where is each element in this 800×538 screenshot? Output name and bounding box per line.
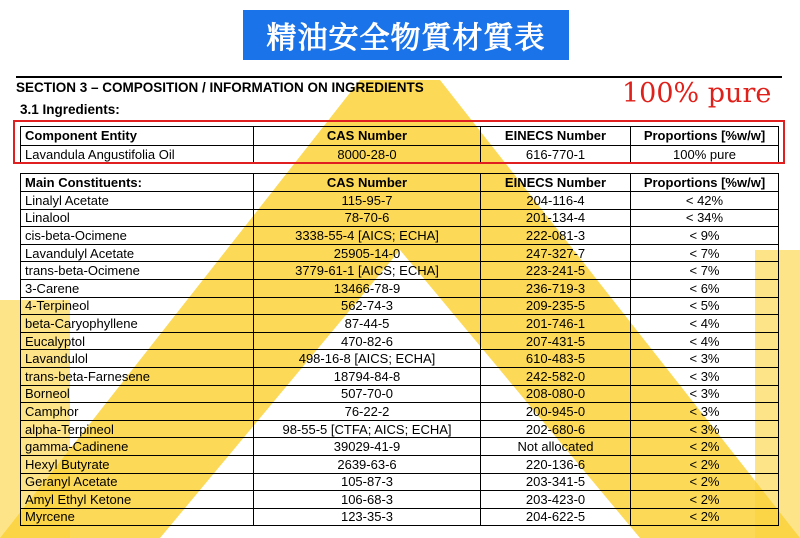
- cell-name: Linalyl Acetate: [21, 192, 254, 210]
- cell-proportion: < 4%: [631, 332, 779, 350]
- constituents-table: [20, 173, 779, 526]
- cell-name: 3-Carene: [21, 279, 254, 297]
- table-row: [21, 192, 779, 210]
- cell-proportion: < 5%: [631, 297, 779, 315]
- cell-name: Geranyl Acetate: [21, 473, 254, 491]
- table-row: [21, 491, 779, 509]
- table-row: [21, 227, 779, 245]
- cell-cas: 98-55-5 [CTFA; AICS; ECHA]: [254, 420, 481, 438]
- cell-cas: 562-74-3: [254, 297, 481, 315]
- cell-einecs: 204-116-4: [481, 192, 631, 210]
- cell-proportion: < 9%: [631, 227, 779, 245]
- table-row: [21, 455, 779, 473]
- cell-name: gamma-Cadinene: [21, 438, 254, 456]
- cell-name: Myrcene: [21, 508, 254, 526]
- header-cas: CAS Number: [254, 174, 481, 192]
- component-table: [20, 126, 779, 164]
- cell-proportion: < 7%: [631, 244, 779, 262]
- cell-name: Linalool: [21, 209, 254, 227]
- cell-proportion: < 7%: [631, 262, 779, 280]
- table-row: [21, 403, 779, 421]
- cell-proportion: < 42%: [631, 192, 779, 210]
- table-row: [21, 367, 779, 385]
- constituents-table-header: [21, 174, 779, 192]
- cell-proportion: 100% pure: [631, 146, 779, 164]
- cell-cas: 507-70-0: [254, 385, 481, 403]
- header-constituents: Main Constituents:: [21, 174, 254, 192]
- cell-cas: 13466-78-9: [254, 279, 481, 297]
- cell-cas: 105-87-3: [254, 473, 481, 491]
- cell-einecs: 200-945-0: [481, 403, 631, 421]
- header-einecs: EINECS Number: [481, 127, 631, 146]
- cell-proportion: < 2%: [631, 491, 779, 509]
- cell-proportion: < 6%: [631, 279, 779, 297]
- cell-einecs: 222-081-3: [481, 227, 631, 245]
- cell-name: cis-beta-Ocimene: [21, 227, 254, 245]
- table-row: [21, 244, 779, 262]
- table-row: [21, 438, 779, 456]
- cell-proportion: < 4%: [631, 315, 779, 333]
- cell-name: 4-Terpineol: [21, 297, 254, 315]
- cell-einecs: Not allocated: [481, 438, 631, 456]
- table-row: [21, 146, 779, 164]
- table-row: [21, 350, 779, 368]
- cell-cas: 3779-61-1 [AICS; ECHA]: [254, 262, 481, 280]
- table-row: [21, 209, 779, 227]
- cell-proportion: < 3%: [631, 385, 779, 403]
- cell-einecs: 201-746-1: [481, 315, 631, 333]
- cell-cas: 3338-55-4 [AICS; ECHA]: [254, 227, 481, 245]
- cell-name: Borneol: [21, 385, 254, 403]
- header-einecs: EINECS Number: [481, 174, 631, 192]
- cell-einecs: 204-622-5: [481, 508, 631, 526]
- cell-cas: 2639-63-6: [254, 455, 481, 473]
- cell-name: Lavandula Angustifolia Oil: [21, 146, 254, 164]
- cell-einecs: 203-341-5: [481, 473, 631, 491]
- cell-proportion: < 2%: [631, 455, 779, 473]
- cell-cas: 87-44-5: [254, 315, 481, 333]
- cell-cas: 25905-14-0: [254, 244, 481, 262]
- cell-einecs: 223-241-5: [481, 262, 631, 280]
- cell-einecs: 209-235-5: [481, 297, 631, 315]
- cell-proportion: < 34%: [631, 209, 779, 227]
- cell-cas: 8000-28-0: [254, 146, 481, 164]
- pure-callout: 100% pure: [622, 78, 772, 109]
- cell-proportion: < 2%: [631, 508, 779, 526]
- table-row: [21, 385, 779, 403]
- table-row: [21, 315, 779, 333]
- cell-name: beta-Caryophyllene: [21, 315, 254, 333]
- cell-einecs: 236-719-3: [481, 279, 631, 297]
- cell-proportion: < 3%: [631, 350, 779, 368]
- cell-proportion: < 3%: [631, 403, 779, 421]
- table-row: [21, 297, 779, 315]
- cell-einecs: 610-483-5: [481, 350, 631, 368]
- cell-name: Lavandulol: [21, 350, 254, 368]
- cell-proportion: < 3%: [631, 367, 779, 385]
- ingredients-subheading: 3.1 Ingredients:: [20, 102, 120, 117]
- cell-einecs: 616-770-1: [481, 146, 631, 164]
- cell-cas: 18794-84-8: [254, 367, 481, 385]
- cell-einecs: 203-423-0: [481, 491, 631, 509]
- table-row: [21, 420, 779, 438]
- cell-cas: 470-82-6: [254, 332, 481, 350]
- cell-name: Hexyl Butyrate: [21, 455, 254, 473]
- cell-proportion: < 2%: [631, 473, 779, 491]
- cell-proportion: < 3%: [631, 420, 779, 438]
- cell-name: Eucalyptol: [21, 332, 254, 350]
- header-proportions: Proportions [%w/w]: [631, 127, 779, 146]
- cell-einecs: 208-080-0: [481, 385, 631, 403]
- page-title-banner: 精油安全物質材質表: [243, 10, 569, 60]
- cell-proportion: < 2%: [631, 438, 779, 456]
- cell-name: alpha-Terpineol: [21, 420, 254, 438]
- table-row: [21, 473, 779, 491]
- table-row: [21, 332, 779, 350]
- component-table-header: [21, 127, 779, 146]
- cell-name: Camphor: [21, 403, 254, 421]
- section-heading: SECTION 3 – COMPOSITION / INFORMATION ON INGREDIENTS: [16, 76, 782, 95]
- cell-name: trans-beta-Farnesene: [21, 367, 254, 385]
- table-row: [21, 508, 779, 526]
- table-row: [21, 262, 779, 280]
- cell-name: Lavandulyl Acetate: [21, 244, 254, 262]
- header-cas: CAS Number: [254, 127, 481, 146]
- cell-einecs: 220-136-6: [481, 455, 631, 473]
- cell-name: Amyl Ethyl Ketone: [21, 491, 254, 509]
- cell-cas: 123-35-3: [254, 508, 481, 526]
- cell-name: trans-beta-Ocimene: [21, 262, 254, 280]
- cell-cas: 115-95-7: [254, 192, 481, 210]
- cell-cas: 78-70-6: [254, 209, 481, 227]
- cell-cas: 498-16-8 [AICS; ECHA]: [254, 350, 481, 368]
- cell-einecs: 207-431-5: [481, 332, 631, 350]
- header-component: Component Entity: [21, 127, 254, 146]
- table-row: [21, 279, 779, 297]
- cell-cas: 76-22-2: [254, 403, 481, 421]
- cell-cas: 106-68-3: [254, 491, 481, 509]
- cell-einecs: 202-680-6: [481, 420, 631, 438]
- cell-einecs: 247-327-7: [481, 244, 631, 262]
- cell-einecs: 201-134-4: [481, 209, 631, 227]
- header-proportions: Proportions [%w/w]: [631, 174, 779, 192]
- cell-cas: 39029-41-9: [254, 438, 481, 456]
- cell-einecs: 242-582-0: [481, 367, 631, 385]
